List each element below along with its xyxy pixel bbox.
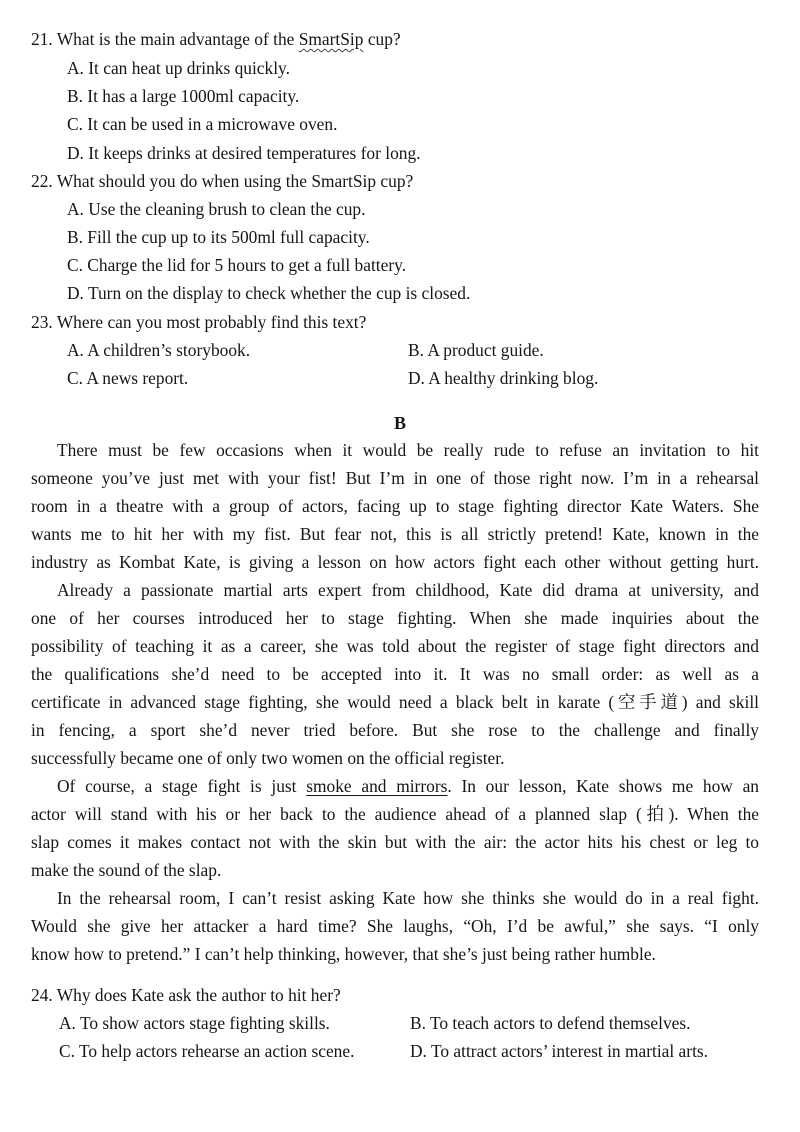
p2-line-6: in fencing, a sport she’d never tried before. But she rose to the challenge and finally	[31, 720, 759, 740]
p3-line-1	[31, 772, 759, 800]
q22-option-d: D. Turn on the display to check whether the cup is closed.	[67, 283, 471, 303]
question-23-stem: 23. Where can you most probably find this text?	[31, 312, 367, 332]
q24-option-c: C. To help actors rehearse an action scene.	[59, 1041, 355, 1061]
section-b-title: B	[393, 413, 406, 433]
p3-line-2: actor will stand with his or her back to the audience ahead of a planned slap (拍). When the	[31, 804, 759, 824]
p3-first-post: . In our lesson, Kate shows me how an	[447, 776, 759, 796]
q21-stem-pre: 21. What is the main advantage of the	[31, 29, 299, 49]
p1-line-1: There must be few occasions when it would be really rude to refuse an invitation to hit	[57, 440, 759, 460]
q21-option-d: D. It keeps drinks at desired temperatures for long.	[67, 143, 421, 163]
q23-option-d: D. A healthy drinking blog.	[408, 368, 599, 388]
question-24-stem: 24. Why does Kate ask the author to hit her?	[31, 985, 341, 1005]
p2-line-7: successfully became one of only two women on the official register.	[31, 748, 505, 768]
p1-line-2: someone you’ve just met with your fist! But I’m in one of those right now. I’m in a rehearsal	[31, 468, 759, 488]
question-21-stem	[31, 29, 401, 49]
p1-line-3: room in a theatre with a group of actors, facing up to stage fighting director Kate Waters. She	[31, 496, 759, 516]
q21-option-b: B. It has a large 1000ml capacity.	[67, 86, 300, 106]
q21-stem-post: cup?	[363, 29, 401, 49]
q22-option-b: B. Fill the cup up to its 500ml full capacity.	[67, 227, 370, 247]
p3-first-pre: Of course, a stage fight is just	[57, 776, 307, 796]
q24-option-b: B. To teach actors to defend themselves.	[410, 1013, 691, 1033]
p4-line-3: know how to pretend.” I can’t help thinking, however, that she’s just being rather humble.	[31, 944, 656, 964]
q21-option-c: C. It can be used in a microwave oven.	[67, 114, 338, 134]
p2-line-2: one of her courses introduced her to stage fighting. When she made inquiries about the	[31, 608, 759, 628]
q21-option-a: A. It can heat up drinks quickly.	[67, 58, 290, 78]
q23-option-b: B. A product guide.	[408, 340, 544, 360]
passage-paragraph-4	[31, 884, 759, 968]
q22-option-c: C. Charge the lid for 5 hours to get a full battery.	[67, 255, 407, 275]
passage-paragraph-1	[31, 436, 759, 576]
p4-line-1: In the rehearsal room, I can’t resist asking Kate how she thinks she would do in a real fight.	[57, 888, 759, 908]
p2-line-5: certificate in advanced stage fighting, she would need a black belt in karate (空手道) and skill	[31, 692, 759, 712]
p4-line-2: Would she give her attacker a hard time? She laughs, “Oh, I’d be awful,” she says. “I only	[31, 916, 759, 936]
q23-option-c: C. A news report.	[67, 368, 189, 388]
p1-line-5: industry as Kombat Kate, is giving a lesson on how actors fight each other without getting hurt.	[31, 552, 759, 572]
q24-option-d: D. To attract actors’ interest in martial arts.	[410, 1041, 709, 1061]
q23-option-a: A. A children’s storybook.	[67, 340, 251, 360]
passage-paragraph-3	[31, 772, 759, 884]
p3-line-3: slap comes it makes contact not with the skin but with the air: the actor hits his chest or leg to	[31, 832, 759, 852]
question-22-stem: 22. What should you do when using the SmartSip cup?	[31, 171, 414, 191]
p3-underlined-phrase: smoke and mirrors	[306, 776, 448, 796]
p2-line-1: Already a passionate martial arts expert from childhood, Kate did drama at university, and	[57, 580, 759, 600]
p2-line-3: possibility of teaching it as a career, she was told about the register of stage fight directors and	[31, 636, 759, 656]
p2-line-4: the qualifications she’d need to be accepted into it. It was no small order: as well as a	[31, 664, 759, 684]
q22-option-a: A. Use the cleaning brush to clean the cup.	[67, 199, 366, 219]
p3-line-4: make the sound of the slap.	[31, 860, 222, 880]
q24-option-a: A. To show actors stage fighting skills.	[59, 1013, 330, 1033]
p1-line-4: wants me to hit her with my fist. But fear not, this is all strictly pretend! Kate, known in the	[31, 524, 759, 544]
q21-product-name: SmartSip	[298, 29, 364, 49]
passage-paragraph-2	[31, 576, 759, 772]
